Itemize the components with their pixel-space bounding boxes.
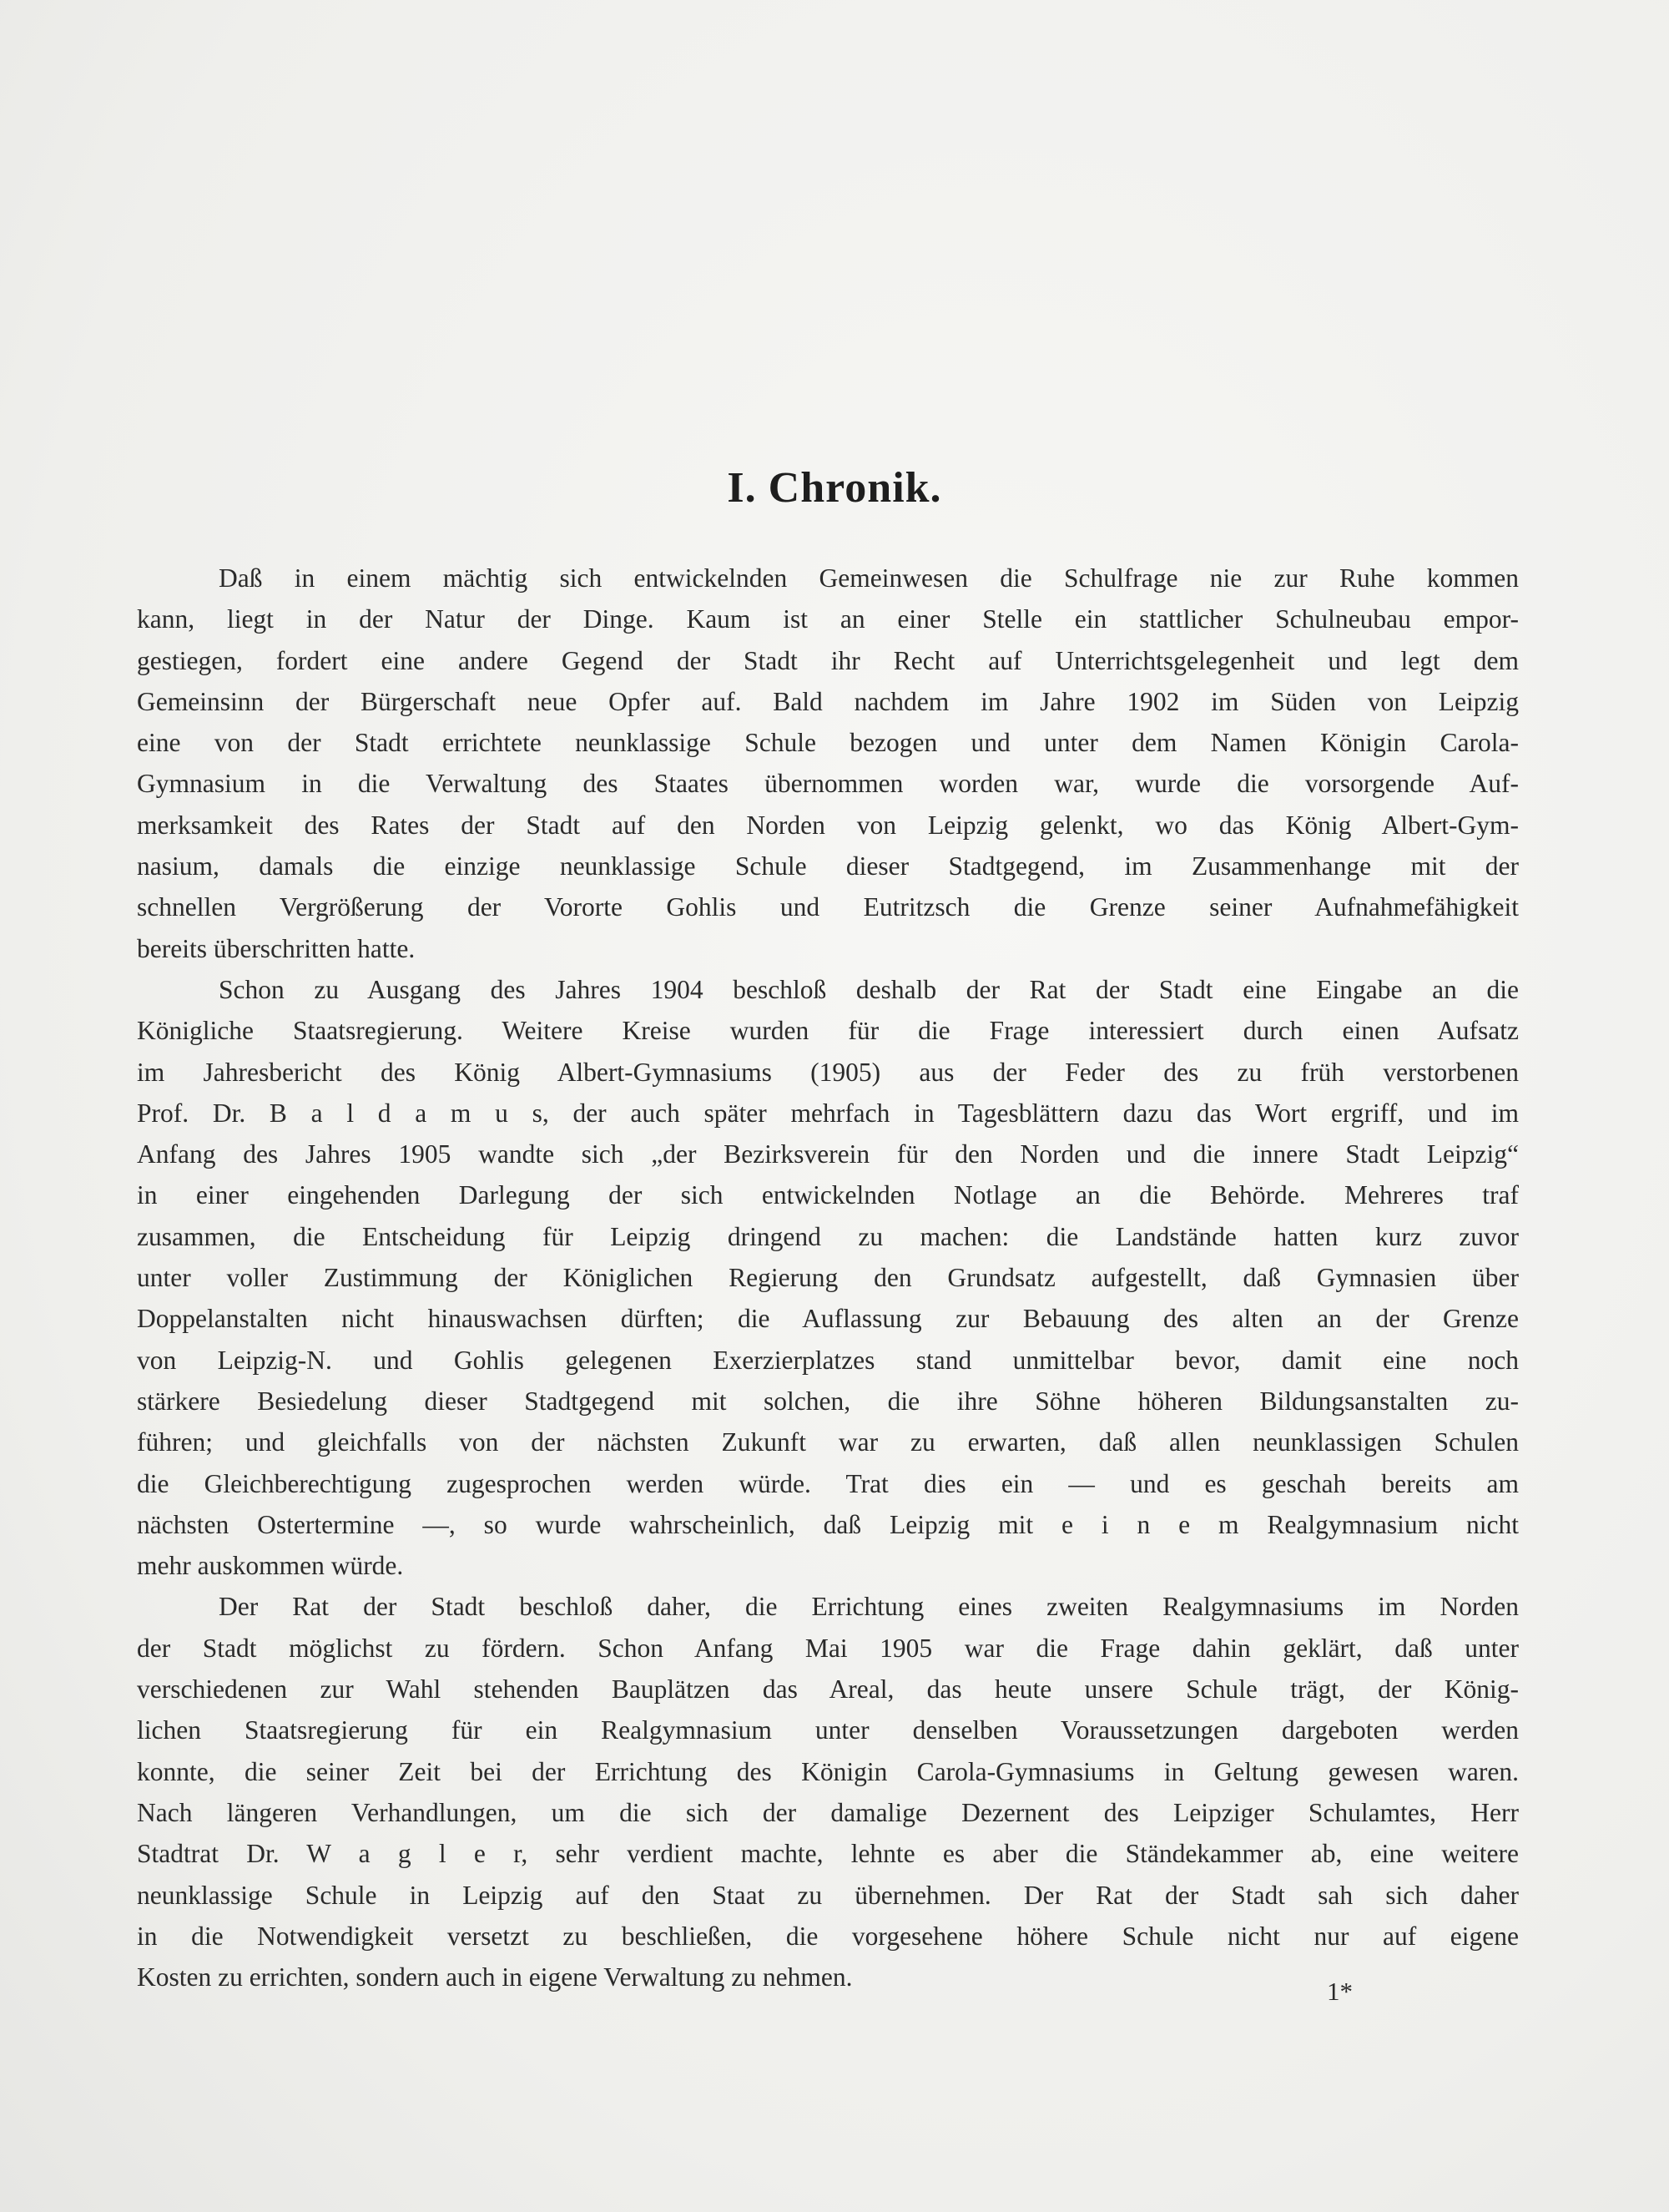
text-line: Nach längeren Verhandlungen, um die sich der damalige Dezernent des Leipziger Schulamtes, Herr xyxy=(137,1797,1519,1827)
text-line: verschiedenen zur Wahl stehenden Bauplätzen das Areal, das heute unsere Schule trägt, der König- xyxy=(137,1674,1519,1704)
text-line: merksamkeit des Rates der Stadt auf den Norden von Leipzig gelenkt, wo das König Albert-Gym- xyxy=(137,810,1519,840)
text-line: in einer eingehenden Darlegung der sich entwickelnden Notlage an die Behörde. Mehreres traf xyxy=(137,1180,1519,1210)
text-line: kann, liegt in der Natur der Dinge. Kaum ist an einer Stelle ein stattlicher Schulneubau empor- xyxy=(137,604,1519,634)
paragraph xyxy=(137,969,1519,1586)
text-line: führen; und gleichfalls von der nächsten Zukunft war zu erwarten, daß allen neunklassigen Schulen xyxy=(137,1427,1519,1457)
text-line: gestiegen, fordert eine andere Gegend der Stadt ihr Recht auf Unterrichtsgelegenheit und legt dem xyxy=(137,645,1519,675)
text-line: Daß in einem mächtig sich entwickelnden Gemeinwesen die Schulfrage nie zur Ruhe kommen xyxy=(219,563,1519,593)
text-line: Stadtrat Dr. W a g l e r, sehr verdient machte, lehnte es aber die Ständekammer ab, eine weitere xyxy=(137,1839,1519,1869)
text-line: Kosten zu errichten, sondern auch in eigene Verwaltung zu nehmen. xyxy=(137,1962,853,1992)
text-line: mehr auskommen würde. xyxy=(137,1551,404,1581)
chapter-title: I. Chronik. xyxy=(727,464,942,512)
paragraph xyxy=(137,1586,1519,1997)
text-line: lichen Staatsregierung für ein Realgymnasium unter denselben Voraussetzungen dargeboten werden xyxy=(137,1715,1519,1745)
text-line: in die Notwendigkeit versetzt zu beschließen, die vorgesehene höhere Schule nicht nur auf eigene xyxy=(137,1921,1519,1951)
text-line: nächsten Ostertermine —, so wurde wahrscheinlich, daß Leipzig mit e i n e m Realgymnasium nicht xyxy=(137,1509,1519,1539)
text-line: neunklassige Schule in Leipzig auf den Staat zu übernehmen. Der Rat der Stadt sah sich daher xyxy=(137,1880,1519,1910)
text-line: von Leipzig-N. und Gohlis gelegenen Exerzierplatzes stand unmittelbar bevor, damit eine noch xyxy=(137,1345,1519,1375)
text-line: schnellen Vergrößerung der Vororte Gohlis und Eutritzsch die Grenze seiner Aufnahmefähigkeit xyxy=(137,892,1519,922)
text-line: im Jahresbericht des König Albert-Gymnasiums (1905) aus der Feder des zu früh verstorbenen xyxy=(137,1057,1519,1087)
text-line: konnte, die seiner Zeit bei der Errichtung des Königin Carola-Gymnasiums in Geltung gewesen waren. xyxy=(137,1756,1519,1786)
text-line: nasium, damals die einzige neunklassige Schule dieser Stadtgegend, im Zusammenhange mit der xyxy=(137,851,1519,881)
text-line: bereits überschritten hatte. xyxy=(137,933,416,963)
text-line: unter voller Zustimmung der Königlichen Regierung den Grundsatz aufgestellt, daß Gymnasien über xyxy=(137,1263,1519,1293)
text-line: die Gleichberechtigung zugesprochen werden würde. Trat dies ein — und es geschah bereits am xyxy=(137,1468,1519,1498)
text-line: Prof. Dr. B a l d a m u s, der auch später mehrfach in Tagesblättern dazu das Wort ergriff, und im xyxy=(137,1098,1519,1128)
text-line: Schon zu Ausgang des Jahres 1904 beschloß deshalb der Rat der Stadt eine Eingabe an die xyxy=(219,974,1519,1004)
text-line: zusammen, die Entscheidung für Leipzig dringend zu machen: die Landstände hatten kurz zuvor xyxy=(137,1221,1519,1251)
text-line: der Stadt möglichst zu fördern. Schon Anfang Mai 1905 war die Frage dahin geklärt, daß unter xyxy=(137,1633,1519,1663)
text-line: Doppelanstalten nicht hinauswachsen dürften; die Auflassung zur Bebauung des alten an der Grenze xyxy=(137,1304,1519,1334)
text-line: eine von der Stadt errichtete neunklassige Schule bezogen und unter dem Namen Königin Carola- xyxy=(137,728,1519,758)
text-line: Anfang des Jahres 1905 wandte sich „der Bezirksverein für den Norden und die innere Stadt Leipzig“ xyxy=(137,1139,1519,1169)
text-line: Königliche Staatsregierung. Weitere Kreise wurden für die Frage interessiert durch einen Aufsatz xyxy=(137,1016,1519,1046)
body-text xyxy=(137,558,1519,1997)
text-line: stärkere Besiedelung dieser Stadtgegend mit solchen, die ihre Söhne höheren Bildungsanstalten zu- xyxy=(137,1386,1519,1416)
page-number: 1* xyxy=(1327,1977,1353,2006)
text-line: Gymnasium in die Verwaltung des Staates übernommen worden war, wurde die vorsorgende Auf- xyxy=(137,769,1519,799)
text-line: Gemeinsinn der Bürgerschaft neue Opfer auf. Bald nachdem im Jahre 1902 im Süden von Leipzig xyxy=(137,686,1519,716)
text-line: Der Rat der Stadt beschloß daher, die Errichtung eines zweiten Realgymnasiums im Norden xyxy=(219,1592,1519,1622)
paragraph xyxy=(137,558,1519,969)
